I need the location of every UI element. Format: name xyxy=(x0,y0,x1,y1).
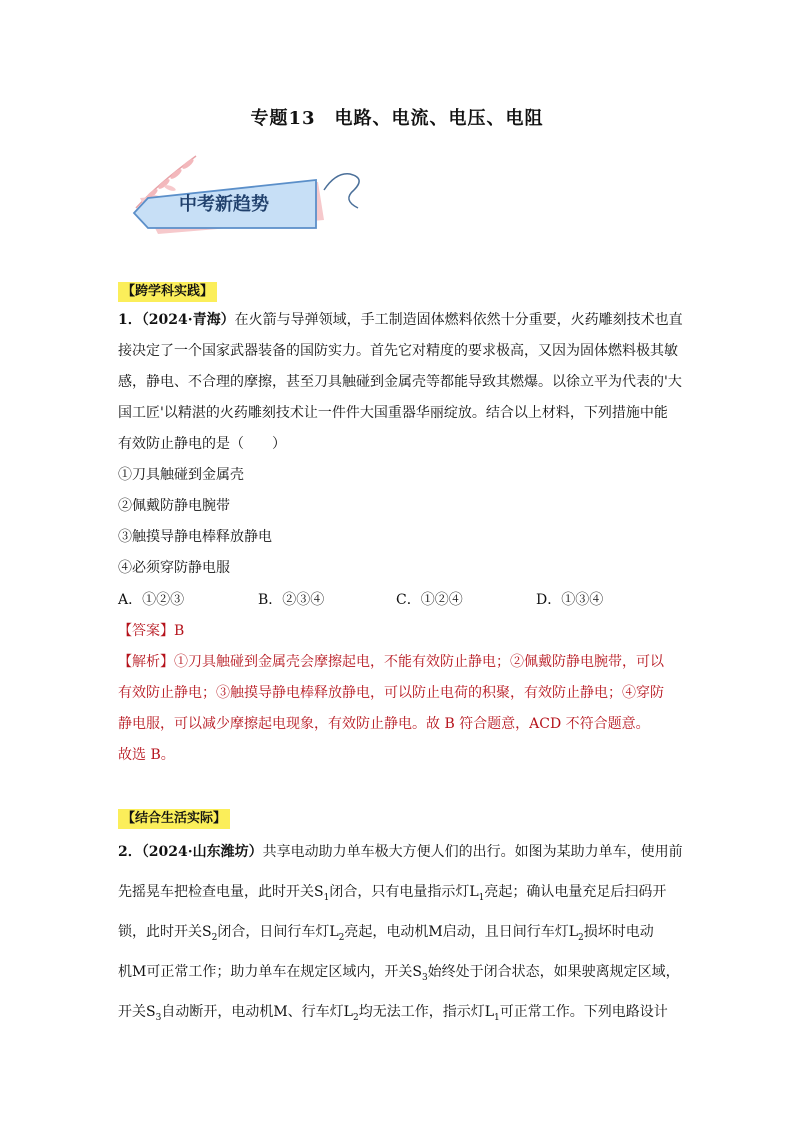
question-text: 开关$S_3$自动断开，电动机M、行车灯$L_2$均无法工作，指示灯$L_1$可正常工作。下列电路设计 xyxy=(118,1004,668,1023)
list-item: ③触摸导静电棒释放静电 xyxy=(118,529,272,545)
analysis-text: ①刀具触碰到金属壳会摩擦起电，不能有效防止静电；②佩戴防静电腕带，可以 xyxy=(174,654,664,670)
section-tag: 【跨学科实践】 xyxy=(118,282,217,302)
analysis-text: 有效防止静电；③触摸导静电棒释放静电，可以防止电荷的积聚，有效防止静电；④穿防 xyxy=(118,685,664,701)
option-c: C．①②④ xyxy=(396,592,463,608)
section-tag: 【结合生活实际】 xyxy=(118,809,230,829)
option-a: A．①②③ xyxy=(118,592,185,608)
question-number: 2． xyxy=(118,844,142,860)
banner-graphic xyxy=(118,150,378,240)
analysis-label: 【解析】 xyxy=(118,654,174,670)
option-d: D．①③④ xyxy=(536,592,604,608)
question-2 xyxy=(118,832,683,1032)
analysis-text: 静电服，可以减少摩擦起电现象，有效防止静电。故 B 符合题意，ACD 不符合题意。 xyxy=(118,716,650,732)
question-source: （2024·山东潍坊） xyxy=(141,844,263,860)
question-text: 先摇晃车把检查电量，此时开关$S_1$闭合，只有电量指示灯$L_1$亮起；确认电量充足后扫码开 xyxy=(118,884,667,903)
list-item: ④必须穿防静电服 xyxy=(118,560,230,576)
page-title: 专题13 电路、电流、电压、电阻 xyxy=(250,108,544,129)
question-text: 在火箭与导弹领域，手工制造固体燃料依然十分重要，火药雕刻技术也直 xyxy=(234,312,683,328)
analysis-text: 故选 B。 xyxy=(118,747,175,763)
list-item: ②佩戴防静电腕带 xyxy=(118,498,230,514)
question-1 xyxy=(118,305,683,584)
list-item: ①刀具触碰到金属壳 xyxy=(118,467,244,483)
question-text: 共享电动助力单车极大方便人们的出行。如图为某助力单车，使用前 xyxy=(262,844,683,860)
question-text: 感，静电、不合理的摩擦，甚至刀具触碰到金属壳等都能导致其燃爆。以徐立平为代表的'大 xyxy=(118,374,682,390)
question-text: 接决定了一个国家武器装备的国防实力。首先它对精度的要求极高，又因为固体燃料极其敏 xyxy=(118,343,678,359)
question-text: 锁，此时开关$S_2$闭合，日间行车灯$L_2$亮起，电动机M启动，且日间行车灯$L_2$损坏时电动 xyxy=(118,924,654,943)
answer-options xyxy=(118,589,678,613)
swirl-icon xyxy=(324,174,359,208)
answer-label: 【答案】 xyxy=(118,623,174,639)
answer-value: B xyxy=(174,623,185,639)
question-text: 机M可正常工作；助力单车在规定区域内，开关$S_3$始终处于闭合状态，如果驶离规定区域， xyxy=(118,964,680,983)
question-text: 国工匠'以精湛的火药雕刻技术让一件件大国重器华丽绽放。结合以上材料，下列措施中能 xyxy=(118,405,668,421)
question-number: 1． xyxy=(118,312,142,328)
answer-block xyxy=(118,616,678,771)
option-b: B．②③④ xyxy=(258,592,325,608)
question-source: （2024·青海） xyxy=(141,312,235,328)
question-text: 有效防止静电的是（ ） xyxy=(118,436,286,452)
banner-text: 中考新趋势 xyxy=(179,194,269,215)
